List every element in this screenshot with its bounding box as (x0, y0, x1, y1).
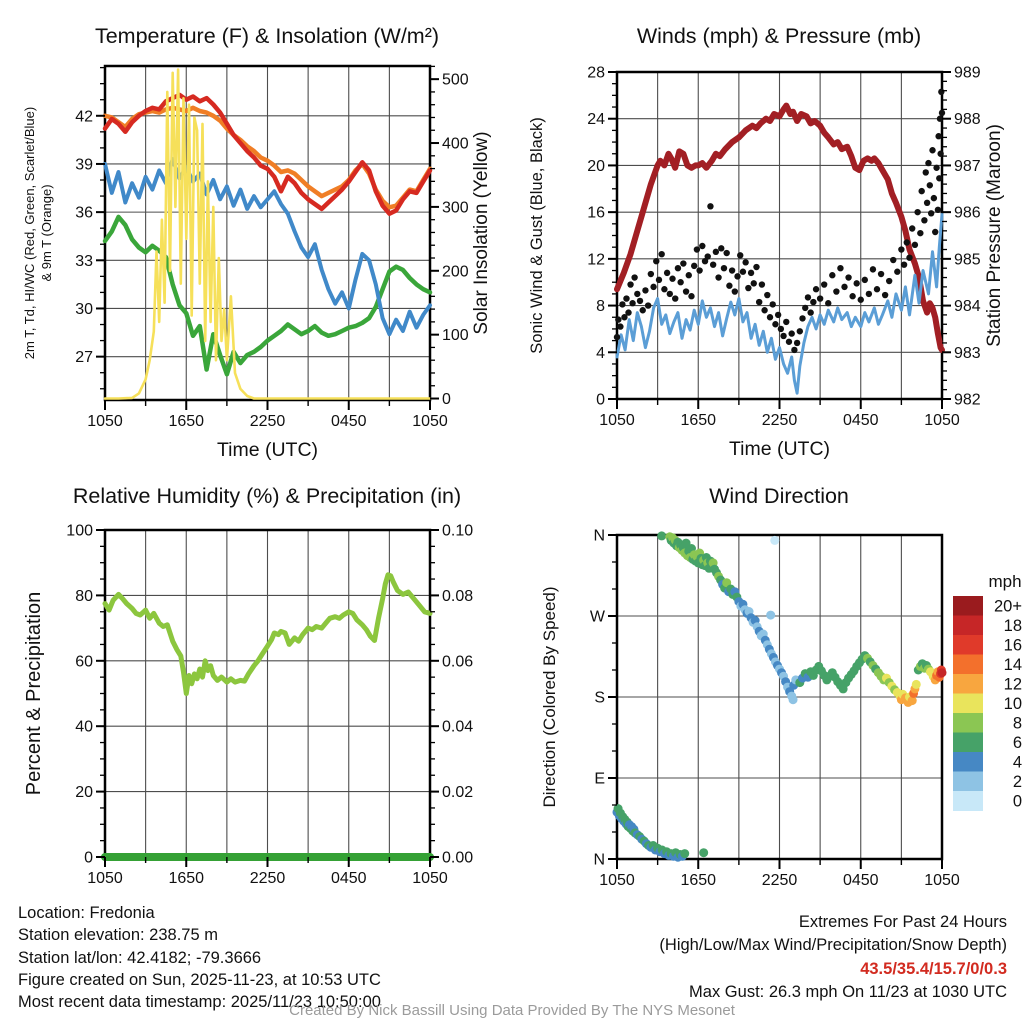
wind-gust-black-dot (802, 305, 808, 311)
wind-gust-black-dot (710, 261, 716, 267)
x-tick-label: 0450 (842, 872, 879, 889)
y-left-tick-label: 60 (75, 653, 93, 671)
legend-label: 4 (1012, 753, 1022, 772)
y-left-tick-label: 4 (596, 344, 605, 362)
x-tick-label: 1050 (412, 870, 448, 887)
wind-gust-black-dot (821, 281, 827, 287)
x-tick-label: 2250 (249, 413, 286, 430)
y-left-axis-label: Direction (Colored By Speed) (540, 586, 559, 808)
x-tick-label: 2250 (249, 870, 286, 887)
y-right-tick-label: 0.02 (442, 784, 474, 802)
wind-gust-black-dot (772, 321, 778, 327)
temperature-chart-title: Temperature (F) & Insolation (W/m²) (94, 24, 440, 48)
legend-label: 16 (1003, 636, 1022, 655)
wind-gust-black-dot (924, 200, 930, 206)
y-left-tick-label: 80 (75, 587, 93, 605)
wind-gust-black-dot (729, 267, 735, 273)
extremes-block (659, 911, 1007, 1005)
station-info-block (18, 902, 381, 1013)
wind-direction-chart-title: Wind Direction (709, 484, 849, 508)
y-left-tick-label: 27 (75, 349, 93, 367)
wind-gust-black-dot (917, 230, 923, 236)
wind-gust-black-dot (912, 242, 918, 248)
wind-gust-black-dot (874, 286, 880, 292)
wind-gust-black-dot (707, 203, 713, 209)
wind-gust-black-dot (866, 291, 872, 297)
legend-label: 0 (1012, 792, 1022, 811)
wind-gust-black-dot (807, 309, 813, 315)
y-left-tick-label: N (593, 527, 605, 545)
wind-gust-black-dot (794, 340, 800, 346)
y-left-tick-label: 42 (75, 108, 93, 126)
wind-gust-black-dot (705, 253, 711, 259)
most-recent-data-timestamp: Most recent data timestamp: 2025/11/23 10:50:00 (18, 993, 381, 1012)
wind-gust-black-dot (672, 295, 678, 301)
wind-gust-black-dot (882, 292, 888, 298)
wind-direction-scatter-dot (766, 611, 775, 620)
y-left-axis-label: 2m T, Td, HI/WC (Red, Green, Scarlet/Blue) (22, 106, 37, 360)
legend-swatch (953, 635, 983, 655)
y-right-tick-label: 200 (442, 263, 469, 281)
wind-gust-black-dot (929, 147, 935, 153)
x-tick-label: 2250 (761, 412, 798, 429)
x-tick-label: 1050 (412, 413, 448, 430)
wind-gust-black-dot (661, 286, 667, 292)
wind-gust-black-dot (932, 229, 938, 235)
wind-gust-black-dot (878, 271, 884, 277)
wind-gust-black-dot (675, 265, 681, 271)
y-left-tick-label: 30 (75, 300, 93, 318)
legend-label: 6 (1012, 733, 1022, 752)
wind-gust-black-dot (901, 261, 907, 267)
y-left-tick-label: N (593, 851, 605, 869)
y-right-tick-label: 500 (442, 71, 469, 89)
x-tick-label: 1650 (168, 870, 205, 887)
y-left-tick-label: W (589, 608, 605, 626)
wind-gust-black-dot (718, 245, 724, 251)
x-axis-label: Time (UTC) (728, 438, 831, 460)
y-left-tick-label: S (594, 689, 605, 707)
wind-gust-black-dot (761, 307, 767, 313)
wind-gust-black-dot (841, 284, 847, 290)
wind-gust-black-dot (642, 287, 648, 293)
wind-gust-black-dot (931, 195, 937, 201)
wind-gust-black-dot (936, 175, 942, 181)
y-right-tick-label: 0.06 (442, 653, 474, 671)
legend-swatch (953, 772, 983, 792)
x-tick-label: 1050 (599, 872, 635, 889)
station-location: Location: Fredonia (18, 904, 155, 922)
wind-gust-black-dot (909, 225, 915, 231)
wind-gust-black-dot (918, 188, 924, 194)
y-right-tick-label: 982 (954, 391, 981, 409)
y-right-tick-label: 988 (954, 111, 981, 129)
x-tick-label: 1050 (924, 872, 960, 889)
wind-direction-scatter-dot (699, 848, 708, 857)
wind-gust-black-dot (928, 210, 934, 216)
wind-gust-black-dot (799, 315, 805, 321)
wind-gust-black-dot (791, 347, 797, 353)
wind-gust-black-dot (770, 301, 776, 307)
wind-gust-black-dot (788, 330, 794, 336)
legend-label: 18 (1003, 616, 1022, 635)
wind-gust-black-dot (614, 334, 620, 340)
legend-swatch (953, 752, 983, 772)
y-left-axis-label: & 9m T (Orange) (39, 184, 54, 282)
wind-gust-black-dot (715, 274, 721, 280)
wind-gust-black-dot (694, 246, 700, 252)
wind-gust-black-dot (939, 110, 945, 116)
wind-gust-black-dot (619, 301, 625, 307)
wind-gust-black-dot (726, 283, 732, 289)
y-right-axis-label: Solar Insolation (Yellow) (471, 131, 492, 335)
y-left-tick-label: 40 (75, 718, 93, 736)
x-tick-label: 1650 (680, 872, 717, 889)
y-left-tick-label: 20 (587, 157, 605, 175)
wind-gust-black-dot (658, 251, 664, 257)
legend-label: 10 (1003, 694, 1022, 713)
wind-gust-black-dot (837, 265, 843, 271)
wind-gust-black-dot (631, 274, 637, 280)
x-axis-label: Time (UTC) (216, 439, 319, 461)
wind-gust-black-dot (753, 264, 759, 270)
wind-gust-black-dot (904, 239, 910, 245)
y-left-axis-label: Sonic Wind & Gust (Blue, Black) (528, 117, 546, 354)
wind-gust-black-dot (680, 260, 686, 266)
wind-gust-black-dot (935, 133, 941, 139)
wind-gust-black-dot (845, 274, 851, 280)
wind-gust-black-dot (629, 300, 635, 306)
x-tick-label: 0450 (330, 413, 367, 430)
wind-gust-black-dot (775, 312, 781, 318)
x-tick-label: 1050 (87, 870, 123, 887)
legend-label: 12 (1003, 675, 1022, 694)
wind-gust-black-dot (817, 295, 823, 301)
wind-gust-black-dot (648, 271, 654, 277)
wind-gust-black-dot (721, 265, 727, 271)
wind-gust-black-dot (764, 292, 770, 298)
extremes-values: 43.5/35.4/15.7/0/0.3 (860, 959, 1007, 978)
wind-direction-scatter-dot (938, 668, 947, 677)
y-right-tick-label: 0.10 (442, 522, 474, 540)
y-right-tick-label: 100 (442, 327, 469, 345)
legend-swatch (953, 674, 983, 694)
wind-gust-black-dot (625, 309, 631, 315)
wind-gust-black-dot (813, 286, 819, 292)
wind-gust-black-dot (640, 307, 646, 313)
wind-gust-black-dot (677, 279, 683, 285)
y-right-tick-label: 983 (954, 344, 981, 362)
wind-gust-black-dot (740, 269, 746, 275)
x-tick-label: 1650 (680, 412, 717, 429)
wind-gust-black-dot (797, 328, 803, 334)
humidity-chart-title: Relative Humidity (%) & Precipitation (in) (72, 484, 462, 508)
legend-label: 2 (1012, 772, 1022, 791)
y-right-tick-label: 0.00 (442, 849, 474, 867)
y-left-tick-label: 24 (587, 111, 605, 129)
wind-gust-black-dot (898, 246, 904, 252)
y-right-tick-label: 984 (954, 298, 981, 316)
wind-gust-black-dot (688, 293, 694, 299)
wind-gust-black-dot (748, 270, 754, 276)
wind-direction-scatter-dot (680, 849, 689, 858)
wind-gust-black-dot (696, 267, 702, 273)
y-right-tick-label: 985 (954, 251, 981, 269)
humidity-precip-chart (0, 470, 512, 915)
wind-gust-black-dot (833, 288, 839, 294)
y-right-tick-label: 0.08 (442, 587, 474, 605)
wind-gust-black-dot (669, 276, 675, 282)
x-tick-label: 1650 (168, 413, 205, 430)
legend-swatch (953, 713, 983, 733)
y-right-tick-label: 986 (954, 204, 981, 222)
x-tick-label: 0450 (330, 870, 367, 887)
wind-gust-black-dot (617, 323, 623, 329)
wind-gust-black-dot (623, 295, 629, 301)
y-left-tick-label: 36 (75, 204, 93, 222)
wind-gust-black-dot (723, 250, 729, 256)
wind-gust-black-dot (664, 270, 670, 276)
wind-gust-black-dot (783, 319, 789, 325)
y-left-tick-label: 0 (596, 391, 605, 409)
winds-pressure-chart (512, 0, 1024, 470)
wind-gust-black-dot (737, 252, 743, 258)
wind-gust-black-dot (742, 259, 748, 265)
figure-created-timestamp: Figure created on Sun, 2025-11-23, at 10:53 UTC (18, 970, 381, 989)
wind-gust-black-dot (894, 269, 900, 275)
wind-gust-black-dot (862, 277, 868, 283)
y-left-tick-label: 0 (84, 849, 93, 867)
y-left-tick-label: 20 (75, 784, 93, 802)
wind-gust-black-dot (935, 207, 941, 213)
wind-gust-black-dot (825, 300, 831, 306)
wind-gust-black-dot (925, 160, 931, 166)
y-right-tick-label: 0.04 (442, 718, 474, 736)
wind-gust-black-dot (767, 314, 773, 320)
wind-gust-black-dot (778, 326, 784, 332)
legend-title: mph (988, 572, 1022, 591)
legend-label: 14 (1003, 655, 1022, 674)
wind-gust-black-dot (686, 272, 692, 278)
wind-gust-black-dot (805, 294, 811, 300)
y-right-axis-label: Station Pressure (Maroon) (984, 124, 1005, 347)
wind-gust-black-dot (732, 288, 738, 294)
y-left-axis-label: Percent & Precipitation (23, 591, 45, 796)
wind-gust-black-dot (667, 291, 673, 297)
station-elevation: Station elevation: 238.75 m (18, 926, 218, 945)
station-latlon: Station lat/lon: 42.4182; -79.3666 (18, 948, 262, 967)
wind-gust-black-dot (829, 272, 835, 278)
max-gust-line: Max Gust: 26.3 mph On 11/23 at 1030 UTC (689, 983, 1007, 1002)
wind-gust-black-dot (751, 280, 757, 286)
x-tick-label: 1050 (599, 412, 635, 429)
wind-gust-black-dot (759, 281, 765, 287)
legend-swatch (953, 616, 983, 636)
wind-gust-black-dot (921, 217, 927, 223)
wind-direction-scatter-dot (770, 536, 779, 545)
wind-gust-black-dot (745, 285, 751, 291)
wind-gust-black-dot (756, 299, 762, 305)
wind-gust-black-dot (914, 209, 920, 215)
wind-gust-black-dot (713, 249, 719, 255)
credit-line: Created By Nick Bassill Using Data Provided By The NYS Mesonet (289, 1002, 735, 1019)
wind-gust-black-dot (656, 277, 662, 283)
legend-swatch (953, 791, 983, 811)
wind-direction-scatter-dot (912, 680, 921, 689)
wind-gust-black-dot (906, 254, 912, 260)
y-right-tick-label: 300 (442, 199, 469, 217)
wind-gust-black-dot (853, 280, 859, 286)
wind-gust-black-dot (683, 288, 689, 294)
x-tick-label: 1050 (924, 412, 960, 429)
y-right-tick-label: 989 (954, 64, 981, 82)
wind-gust-black-dot (699, 243, 705, 249)
legend-swatch (953, 733, 983, 753)
wind-gust-black-dot (810, 299, 816, 305)
wind-gust-black-dot (870, 266, 876, 272)
wind-gust-black-dot (627, 281, 633, 287)
wind-direction-scatter-dot (657, 531, 666, 540)
temperature-insolation-chart (0, 0, 512, 470)
wind-gust-black-dot (849, 293, 855, 299)
legend-swatch (953, 694, 983, 714)
wind-gust-black-dot (927, 182, 933, 188)
wind-gust-black-dot (650, 284, 656, 290)
wind-gust-black-dot (923, 169, 929, 175)
y-left-tick-label: 33 (75, 252, 93, 270)
y-right-tick-label: 987 (954, 157, 981, 175)
wind-gust-black-dot (780, 333, 786, 339)
legend-label: 20+ (994, 597, 1022, 616)
wind-gust-black-dot (653, 258, 659, 264)
y-left-tick-label: 28 (587, 64, 605, 82)
wind-gust-black-dot (691, 263, 697, 269)
legend-swatch (953, 596, 983, 616)
wind-gust-black-dot (933, 165, 939, 171)
extremes-title: Extremes For Past 24 Hours (798, 913, 1007, 931)
extremes-subtitle: (High/Low/Max Wind/Precipitation/Snow Depth) (659, 936, 1007, 955)
wind-gust-black-dot (634, 291, 640, 297)
wind-gust-black-dot (786, 339, 792, 345)
x-tick-label: 2250 (761, 872, 798, 889)
x-tick-label: 1050 (87, 413, 123, 430)
y-left-tick-label: 100 (66, 522, 93, 540)
wind-gust-black-dot (890, 257, 896, 263)
y-left-tick-label: 16 (587, 204, 605, 222)
wind-direction-chart (512, 470, 1024, 915)
y-left-tick-label: 39 (75, 156, 93, 174)
y-right-tick-label: 0 (442, 391, 451, 409)
wind-gust-black-dot (858, 297, 864, 303)
x-tick-label: 0450 (842, 412, 879, 429)
winds-chart-title: Winds (mph) & Pressure (mb) (636, 24, 922, 48)
y-left-tick-label: 8 (596, 298, 605, 316)
wind-gust-black-dot (734, 273, 740, 279)
legend-swatch (953, 655, 983, 675)
y-right-tick-label: 400 (442, 135, 469, 153)
wind-gust-black-dot (886, 278, 892, 284)
wind-direction-scatter-dot (789, 695, 798, 704)
y-left-tick-label: 12 (587, 251, 605, 269)
wind-gust-black-dot (645, 302, 651, 308)
wind-gust-black-dot (637, 298, 643, 304)
legend-label: 8 (1012, 714, 1022, 733)
wind-gust-black-dot (938, 89, 944, 95)
y-left-tick-label: E (594, 770, 605, 788)
